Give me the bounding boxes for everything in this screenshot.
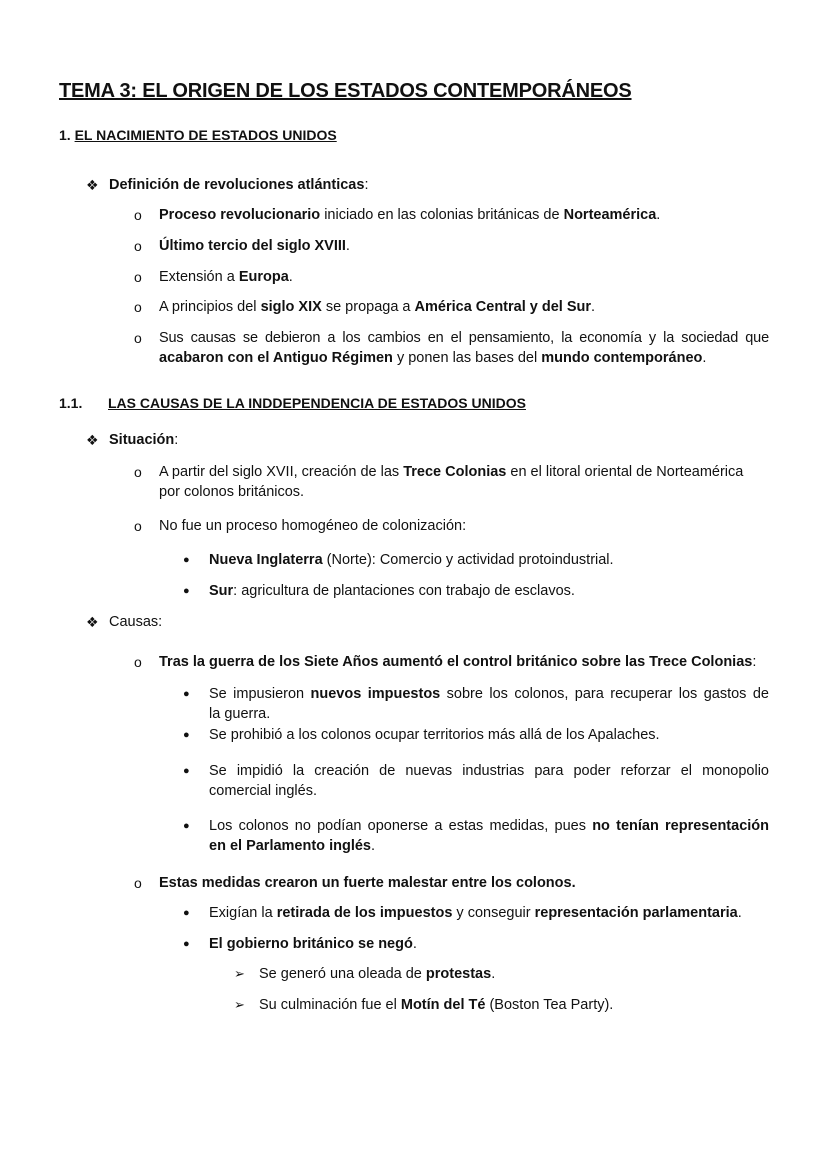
- text-bold: representación parlamentaria: [534, 905, 738, 921]
- text: se propaga a: [321, 299, 415, 315]
- list-item-line: [159, 462, 743, 482]
- text-bold: acabaron con el Antiguo Régimen: [159, 350, 393, 366]
- text: .: [491, 966, 496, 982]
- text-bold: siglo XIX: [260, 299, 322, 315]
- section-1-number: 1.: [59, 127, 71, 143]
- text: Exigían la: [209, 905, 277, 921]
- list-item-line: [159, 348, 706, 368]
- text-bold: Último tercio del siglo XVIII: [159, 238, 346, 254]
- bullet-icon: ●: [183, 554, 190, 566]
- list-item-line: [209, 836, 375, 856]
- text: .: [370, 838, 376, 854]
- section-1-1-number: 1.1.: [59, 395, 83, 411]
- arrow-bullet-icon: ➢: [234, 997, 245, 1012]
- list-item-line: Se impidió la creación de nuevas industrias para poder reforzar el monopolio: [209, 763, 769, 779]
- bullet-icon: ●: [183, 938, 190, 950]
- bullet-icon: ●: [183, 688, 190, 700]
- circle-bullet-icon: o: [134, 654, 142, 670]
- text-bold: Sur: [209, 583, 234, 599]
- text: Extensión a: [159, 269, 239, 285]
- bullet-icon: ●: [183, 820, 190, 832]
- list-item-line: la guerra.: [209, 706, 271, 722]
- text: iniciado en las colonias británicas de: [320, 207, 564, 223]
- text: Su culminación fue el: [259, 997, 401, 1013]
- list-item: [159, 652, 756, 672]
- bullet-icon: ●: [183, 585, 190, 597]
- text: y ponen las bases del: [392, 350, 542, 366]
- list-item: [159, 236, 350, 256]
- text: .: [412, 936, 417, 952]
- bullet-icon: ●: [183, 765, 190, 777]
- diamond-bullet-icon: ❖: [86, 177, 99, 193]
- text-bold: protestas: [425, 966, 492, 982]
- definition-label: Definición de revoluciones atlánticas: [109, 177, 365, 193]
- text: .: [591, 299, 596, 315]
- list-item: [209, 550, 614, 570]
- text-bold: Norteamérica: [563, 207, 657, 223]
- list-item: [159, 267, 293, 287]
- text-bold: El gobierno británico se negó: [209, 936, 413, 952]
- text-bold: Tras la guerra de los Siete Años aumentó el control británico sobre las Trece Colonias: [159, 654, 753, 670]
- arrow-bullet-icon: ➢: [234, 966, 245, 981]
- list-item-line: [209, 684, 769, 704]
- bullet-icon: ●: [183, 907, 190, 919]
- text-bold: América Central y del Sur: [414, 299, 592, 315]
- circle-bullet-icon: o: [134, 464, 142, 480]
- causas-heading: Causas:: [109, 614, 163, 630]
- text: .: [288, 269, 293, 285]
- text: (Boston Tea Party).: [485, 997, 614, 1013]
- text-bold: retirada de los impuestos: [276, 905, 453, 921]
- text-bold: no tenían representación: [592, 818, 769, 834]
- list-item: Estas medidas crearon un fuerte malestar entre los colonos.: [159, 875, 576, 891]
- situacion-colon: :: [174, 432, 179, 448]
- text-bold: Proceso revolucionario: [159, 207, 321, 223]
- text: :: [752, 654, 757, 670]
- situacion-heading: [109, 430, 178, 450]
- section-1-heading: [59, 125, 337, 145]
- text: en el litoral oriental de Norteamérica: [506, 464, 744, 480]
- text: Se impusieron: [209, 686, 311, 702]
- circle-bullet-icon: o: [134, 207, 142, 223]
- list-item: [159, 205, 660, 225]
- text-bold: Trece Colonias: [403, 464, 507, 480]
- page-title: TEMA 3: EL ORIGEN DE LOS ESTADOS CONTEMPORÁNEOS: [59, 80, 632, 102]
- text-bold: en el Parlamento inglés: [209, 838, 371, 854]
- section-1-title: EL NACIMIENTO DE ESTADOS UNIDOS: [74, 127, 337, 143]
- list-item: [209, 903, 742, 923]
- text: A principios del: [159, 299, 261, 315]
- circle-bullet-icon: o: [134, 238, 142, 254]
- circle-bullet-icon: o: [134, 875, 142, 891]
- list-item-line: [209, 816, 769, 836]
- section-1-1-title: LAS CAUSAS DE LA INDDEPENDENCIA DE ESTADOS UNIDOS: [108, 395, 526, 411]
- list-item: [259, 995, 613, 1015]
- list-item: Se prohibió a los colonos ocupar territorios más allá de los Apalaches.: [209, 727, 660, 743]
- list-item-line: Sus causas se debieron a los cambios en el pensamiento, la economía y la sociedad que: [159, 330, 769, 346]
- text: sobre los colonos, para recuperar los gastos de: [440, 686, 769, 702]
- list-item: [209, 934, 417, 954]
- text-bold: Motín del Té: [400, 997, 486, 1013]
- text-bold: nuevos impuestos: [310, 686, 441, 702]
- list-item: [259, 964, 495, 984]
- circle-bullet-icon: o: [134, 330, 142, 346]
- diamond-bullet-icon: ❖: [86, 614, 99, 630]
- list-item: [159, 297, 595, 317]
- definition-heading: [109, 175, 368, 195]
- text: Se generó una oleada de: [259, 966, 426, 982]
- text: A partir del siglo XVII, creación de las: [159, 464, 404, 480]
- text-bold: Europa: [238, 269, 289, 285]
- list-item: No fue un proceso homogéneo de colonización:: [159, 518, 467, 534]
- text-bold: mundo contemporáneo: [541, 350, 703, 366]
- circle-bullet-icon: o: [134, 269, 142, 285]
- circle-bullet-icon: o: [134, 299, 142, 315]
- text: .: [702, 350, 707, 366]
- text-bold: Nueva Inglaterra: [209, 552, 323, 568]
- circle-bullet-icon: o: [134, 518, 142, 534]
- diamond-bullet-icon: ❖: [86, 432, 99, 448]
- list-item-line: comercial inglés.: [209, 783, 317, 799]
- text: (Norte): Comercio y actividad protoindustrial.: [322, 552, 614, 568]
- text: .: [656, 207, 661, 223]
- text: y conseguir: [452, 905, 535, 921]
- definition-colon: :: [364, 177, 369, 193]
- text: : agricultura de plantaciones con trabajo de esclavos.: [233, 583, 575, 599]
- text: .: [345, 238, 350, 254]
- bullet-icon: ●: [183, 729, 190, 741]
- situacion-label: Situación: [109, 432, 175, 448]
- text: .: [737, 905, 742, 921]
- list-item-line: por colonos británicos.: [159, 484, 305, 500]
- text: Los colonos no podían oponerse a estas medidas, pues: [209, 818, 593, 834]
- list-item: [209, 581, 575, 601]
